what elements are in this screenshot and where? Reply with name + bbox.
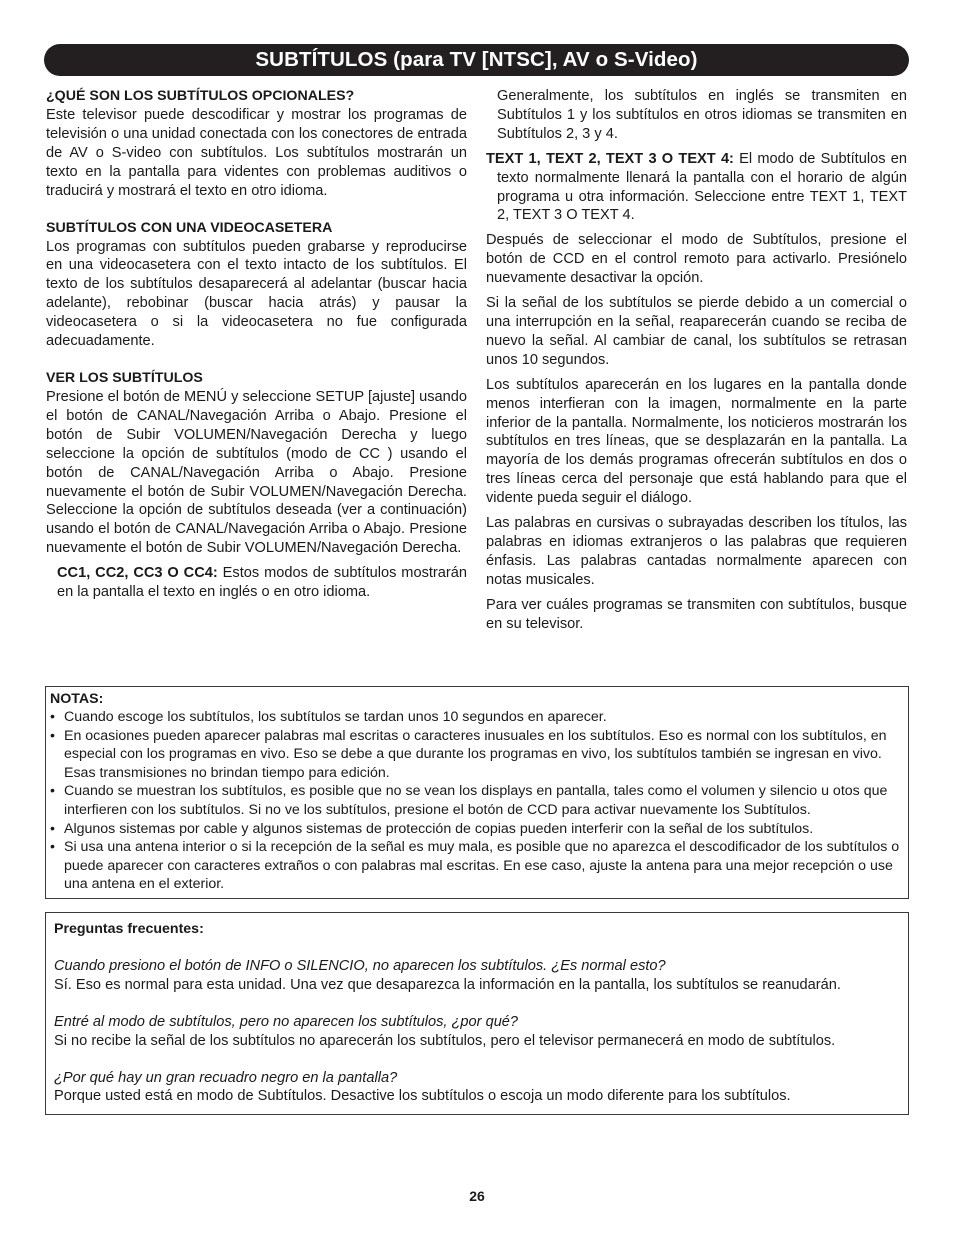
- bullet-icon: •: [50, 709, 55, 725]
- faq-box: [45, 912, 909, 1115]
- note-item: • Cuando escoge los subtítulos, los subtítulos se tardan unos 10 segundos en aparecer.: [50, 709, 607, 725]
- notes-title: NOTAS:: [50, 691, 104, 707]
- bullet-icon: •: [50, 820, 55, 837]
- paragraph-caption-placement: Los subtítulos aparecerán en los lugares en la pantalla donde menos interfieran con la imagen, normalmente en la parte inferior de la pantalla. Normalmente, los noticieros mostrarán los subtítulos en tres líneas, que se desplazarán en la pantalla. La mayoría de los demás programas ofrecerán subtítulos en dos o tres líneas cerca del personaje que está hablando para que el vidente pueda seguir el diálogo.: [486, 376, 907, 507]
- note-item: • Cuando se muestran los subtítulos, es posible que no se vean los displays en pantalla, tales como el volumen y silencio u otos que interfieren con los subtítulos. Si no ve los subtítulos, presione el botón de CCD para activar nuevamente los Subtítulos.: [50, 783, 888, 818]
- paragraph-find-programs: Para ver cuáles programas se transmiten con subtítulos, busque en su televisor.: [486, 596, 907, 632]
- paragraph-italic-words: Las palabras en cursivas o subrayadas describen los títulos, las palabras en idiomas extranjeros o las palabras que requieren énfasis. Las palabras cantadas normalmente aparecen con notas musicales.: [486, 515, 907, 588]
- cc-modes-continuation: Generalmente, los subtítulos en inglés se transmiten en Subtítulos 1 y los subtítulos en otros idiomas se transmiten en Subtítulos 2, 3 y 4.: [497, 88, 907, 142]
- bullet-icon: •: [50, 839, 55, 856]
- faq-answer: Sí. Eso es normal para esta unidad. Una vez que desaparezca la información en la pantalla, los subtítulos se reanudarán.: [54, 976, 841, 993]
- right-column: [486, 87, 907, 633]
- bullet-icon: •: [50, 783, 55, 800]
- section-body-vcr-captions: Los programas con subtítulos pueden grabarse y reproducirse en una videocasetera con el texto intacto de los subtítulos. El texto de los subtítulos desaparecerá al adelantar (buscar hacia adelante), rebobinar (buscar hacia atrás) y pausar la videocasetera o si la videocasetera no fue configurada adecuadamente.: [46, 238, 467, 350]
- cc-modes-text: Estos modos de subtítulos mostrarán en la pantalla el texto en inglés o en otro idioma.: [57, 565, 467, 601]
- paragraph-signal-loss: Si la señal de los subtítulos se pierde debido a un comercial o una interrupción en la señal, reaparecerán cuando se reciba de nuevo la señal. Al cambiar de canal, los subtítulos se retrasan unos 10 segundos.: [486, 295, 907, 368]
- faq-title: Preguntas frecuentes:: [54, 921, 204, 937]
- section-heading-what-are-captions: ¿QUÉ SON LOS SUBTÍTULOS OPCIONALES?: [46, 88, 355, 104]
- paragraph-activate-ccd: Después de seleccionar el modo de Subtítulos, presione el botón de CCD en el control remoto para activarlo. Presiónelo nuevamente desactivar la opción.: [486, 232, 907, 287]
- text-modes-text: El modo de Subtítulos en texto normalmente llenará la pantalla con el horario de algún programa u otra información. Seleccione entre TEXT 1, TEXT 2, TEXT 3 O TEXT 4.: [497, 150, 907, 224]
- text-modes-paragraph: [486, 150, 907, 226]
- faq-question: Cuando presiono el botón de INFO o SILENCIO, no aparecen los subtítulos. ¿Es normal esto?: [54, 958, 666, 975]
- page-title: SUBTÍTULOS (para TV [NTSC], AV o S-Video): [255, 48, 698, 71]
- section-body-what-are-captions: Este televisor puede descodificar y mostrar los programas de televisión o una unidad conectada con los conectores de entrada de AV o S-video con subtítulos. Los subtítulos mostrarán un texto en la pantalla para videntes con problemas auditivos o traducirá y mostrará el texto en otro idioma.: [46, 107, 467, 199]
- note-item: • En ocasiones pueden aparecer palabras mal escritas o caracteres inusuales en los subtítulos. Eso es normal con los subtítulos, en especial con los programas en vivo. Eso se debe a que durante los programas en vivo, los subtítulos también se ingresan en vivo. Esas transmisiones no brindan tiempo para edición.: [50, 727, 887, 781]
- left-column: [46, 87, 467, 602]
- page-title-banner: [44, 44, 909, 76]
- notes-list: [50, 708, 906, 894]
- cc-modes-lead: CC1, CC2, CC3 O CC4:: [57, 565, 218, 582]
- faq-answer: Si no recibe la señal de los subtítulos no aparecerán los subtítulos, pero el televisor permanecerá en modo de subtítulos.: [54, 1032, 836, 1049]
- section-heading-vcr-captions: SUBTÍTULOS CON UNA VIDEOCASETERA: [46, 219, 333, 236]
- page-number: 26: [469, 1188, 485, 1204]
- section-heading-view-captions: VER LOS SUBTÍTULOS: [46, 369, 203, 386]
- text-modes-lead: TEXT 1, TEXT 2, TEXT 3 O TEXT 4:: [486, 150, 734, 167]
- note-item: • Algunos sistemas por cable y algunos sistemas de protección de copias pueden interferir con la señal de los subtítulos.: [50, 820, 814, 837]
- notes-box: [45, 686, 909, 899]
- bullet-icon: •: [50, 727, 55, 744]
- cc-modes-paragraph: [46, 564, 467, 602]
- note-item: • Si usa una antena interior o si la recepción de la señal es muy mala, es posible que no aparezca el descodificador de los subtítulos o puede aparecer con caracteres extraños o con palabras mal escritas. En ese caso, ajuste la antena para una mejor recepción o use una antena en el exterior.: [50, 839, 900, 893]
- faq-question: ¿Por qué hay un gran recuadro negro en la pantalla?: [54, 1069, 398, 1086]
- section-body-view-captions: Presione el botón de MENÚ y seleccione SETUP [ajuste] usando el botón de CANAL/Navegación Arriba o Abajo. Presione el botón de Subir VOLUMEN/Navegación Derecha y luego seleccione la opción de subtítulos (modo de CC ) usando el botón de CANAL/Navegación Arriba o Abajo. Presione nuevamente el botón de Subir VOLUMEN/Navegación Derecha. Seleccione la opción de subtítulos deseada (ver a continuación) usando el botón de CANAL/Navegación Arriba o Abajo. Presione nuevamente el botón de Subir VOLUMEN/Navegación Derecha.: [46, 388, 467, 557]
- faq-question: Entré al modo de subtítulos, pero no aparecen los subtítulos, ¿por qué?: [54, 1013, 519, 1030]
- faq-answer: Porque usted está en modo de Subtítulos. Desactive los subtítulos o escoja un modo diferente para los subtítulos.: [54, 1088, 791, 1105]
